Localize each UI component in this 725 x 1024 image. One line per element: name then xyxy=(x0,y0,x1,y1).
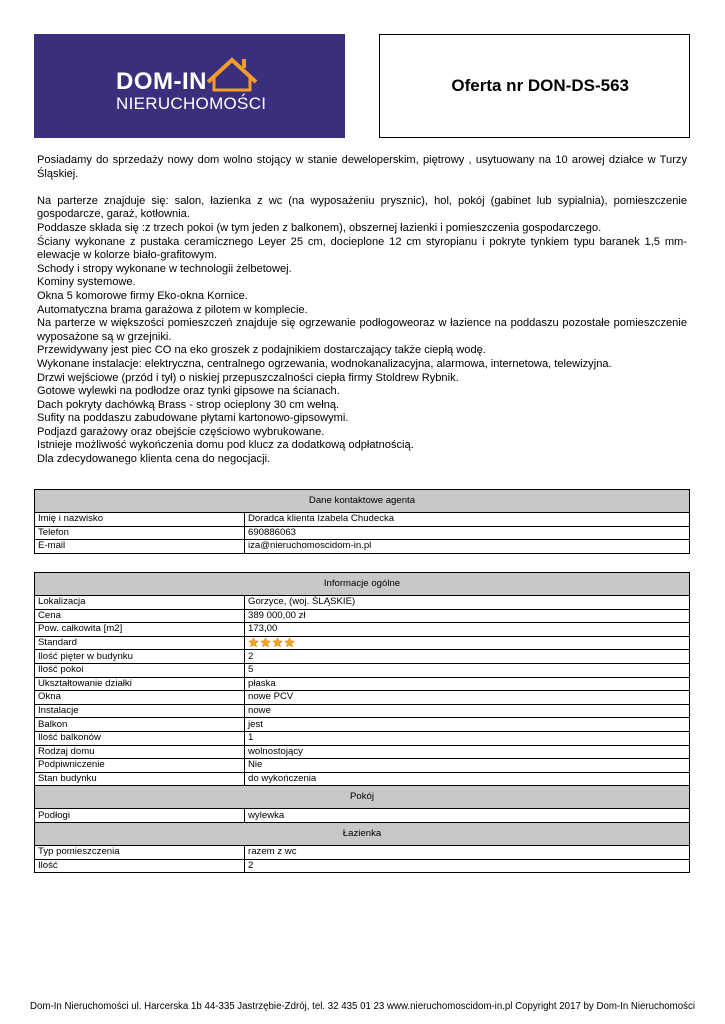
description-paragraph: Kominy systemowe. xyxy=(37,276,136,289)
description-paragraph: Gotowe wylewki na podłodze oraz tynki gipsowe na ścianach. xyxy=(37,385,340,398)
description-paragraph: Na parterze znajduje się: salon, łazienka z wc (na wyposażeniu prysznic), hol, pokój (gabinet lub sypialnia), pomieszczenie gospodarcze, garaż, kotłownia. xyxy=(37,194,687,221)
row-label: Cena xyxy=(35,609,245,623)
description-paragraph: Dach pokryty dachówką Brass - strop ocieplony 30 cm wełną. xyxy=(37,398,340,411)
row-label: Okna xyxy=(35,691,245,705)
row-label: Podpiwniczenie xyxy=(35,759,245,773)
row-label: Pow. całkowita [m2] xyxy=(35,623,245,637)
row-value: razem z wc xyxy=(245,845,690,859)
description-paragraph: Istnieje możliwość wykończenia domu pod klucz za dodatkową odpłatnością. xyxy=(37,439,414,452)
contact-table-header: Dane kontaktowe agenta xyxy=(35,490,690,513)
house-roof-icon xyxy=(204,52,264,92)
description-paragraph: Posiadamy do sprzedaży nowy dom wolno stojący w stanie deweloperskim, piętrowy , usytuowany na 10 arowej działce w Turzy Śląskiej. xyxy=(37,154,687,180)
table-row xyxy=(35,718,690,732)
row-value: wylewka xyxy=(245,809,690,823)
row-label: Stan budynku xyxy=(35,772,245,786)
row-label: Rodzaj domu xyxy=(35,745,245,759)
row-label: Standard xyxy=(35,636,245,650)
page-footer: Dom-In Nieruchomości ul. Harcerska 1b 44-335 Jastrzębie-Zdrój, tel. 32 435 01 23 www.nieruchomoscidom-in.pl Copyright 2017 by Dom-In Nieruchomości xyxy=(30,1001,695,1012)
standard-stars xyxy=(248,637,295,648)
description-paragraph: Sufity na poddaszu zabudowane płytami kartonowo-gipsowymi. xyxy=(37,412,349,425)
table-row xyxy=(35,596,690,610)
table-row xyxy=(35,650,690,664)
star-icon xyxy=(284,637,295,648)
row-label: Ukształtowanie działki xyxy=(35,677,245,691)
table-row xyxy=(35,859,690,873)
row-value: wolnostojący xyxy=(245,745,690,759)
row-label: Ilość pokoi xyxy=(35,663,245,677)
row-value: 389 000,00 zł xyxy=(245,609,690,623)
row-label: Typ pomieszczenia xyxy=(35,845,245,859)
row-value: do wykończenia xyxy=(245,772,690,786)
table-row xyxy=(35,691,690,705)
table-row xyxy=(35,623,690,637)
row-value: Nie xyxy=(245,759,690,773)
row-value: płaska xyxy=(245,677,690,691)
row-value xyxy=(245,636,690,650)
row-label: Lokalizacja xyxy=(35,596,245,610)
table-row xyxy=(35,809,690,823)
offer-number-box xyxy=(379,34,690,138)
company-logo xyxy=(34,34,345,138)
row-value: iza@nieruchomoscidom-in.pl xyxy=(245,540,690,554)
table-row xyxy=(35,540,690,554)
table-row xyxy=(35,845,690,859)
description-paragraph: Okna 5 komorowe firmy Eko-okna Kornice. xyxy=(37,289,248,302)
row-label: Ilość pięter w budynku xyxy=(35,650,245,664)
general-info-table xyxy=(34,572,690,873)
table-row xyxy=(35,609,690,623)
description-paragraph: Podjazd garażowy oraz obejście częściowo wybrukowane. xyxy=(37,425,325,438)
section-header: Pokój xyxy=(35,786,690,809)
table-row xyxy=(35,745,690,759)
row-value: 2 xyxy=(245,859,690,873)
row-value: 2 xyxy=(245,650,690,664)
description-paragraph: Przewidywany jest piec CO na eko groszek z podajnikiem dostarczający także ciepłą wodę. xyxy=(37,344,486,357)
table-row xyxy=(35,731,690,745)
logo-main-text: DOM-IN xyxy=(116,68,207,95)
table-row xyxy=(35,663,690,677)
row-label: Balkon xyxy=(35,718,245,732)
table-row xyxy=(35,677,690,691)
description-paragraph: Poddasze składa się :z trzech pokoi (w tym jeden z balkonem), obszernej łazienki i pomieszczenia gospodarczego. xyxy=(37,221,602,234)
description-paragraph: Drzwi wejściowe (przód i tył) o niskiej przepuszczalności ciepła firmy Stoldrew Rybnik. xyxy=(37,371,459,384)
table-row xyxy=(35,759,690,773)
row-value: 690886063 xyxy=(245,526,690,540)
description-paragraph: Automatyczna brama garażowa z pilotem w komplecie. xyxy=(37,303,308,316)
table-row xyxy=(35,772,690,786)
row-value: jest xyxy=(245,718,690,732)
description-paragraph: Schody i stropy wykonane w technologii żelbetowej. xyxy=(37,262,292,275)
info-table-header: Informacje ogólne xyxy=(35,573,690,596)
description-paragraph: Na parterze w większości pomieszczeń znajduje się ogrzewanie podłogoweoraz w łazience na poddaszu pozostałe pomieszczenie wyposażone są w grzejniki. xyxy=(37,317,687,343)
description-paragraph: Wykonane instalacje: elektryczna, centralnego ogrzewania, wodnokanalizacyjna, alarmowa, internetowa, telewizyjna. xyxy=(37,357,612,370)
row-label: Instalacje xyxy=(35,704,245,718)
row-value: 173,00 xyxy=(245,623,690,637)
table-row xyxy=(35,526,690,540)
table-row xyxy=(35,704,690,718)
logo-sub-text: NIERUCHOMOŚCI xyxy=(116,94,267,113)
description-paragraph: Ściany wykonane z pustaka ceramicznego Leyer 25 cm, docieplone 12 cm styropianu i pokryte tynkiem typu baranek 1,5 mm- elewacje w kolorze biało-grafitowym. xyxy=(37,235,687,262)
row-label: Podłogi xyxy=(35,809,245,823)
agent-contact-table xyxy=(34,489,690,554)
table-row xyxy=(35,636,690,650)
row-label: Imię i nazwisko xyxy=(35,513,245,527)
description-paragraph: Dla zdecydowanego klienta cena do negocjacji. xyxy=(37,453,271,466)
row-label: Telefon xyxy=(35,526,245,540)
row-value: Doradca klienta Izabela Chudecka xyxy=(245,513,690,527)
section-header: Łazienka xyxy=(35,822,690,845)
row-value: Gorzyce, (woj. ŚLĄSKIE) xyxy=(245,596,690,610)
row-value: 1 xyxy=(245,731,690,745)
offer-title: Oferta nr DON-DS-563 xyxy=(451,76,629,95)
row-label: Ilość balkonów xyxy=(35,731,245,745)
star-icon xyxy=(260,637,271,648)
row-label: Ilość xyxy=(35,859,245,873)
row-value: nowe xyxy=(245,704,690,718)
table-row xyxy=(35,513,690,527)
star-icon xyxy=(272,637,283,648)
row-value: 5 xyxy=(245,663,690,677)
paragraph-gap xyxy=(37,181,687,195)
row-value: nowe PCV xyxy=(245,691,690,705)
star-icon xyxy=(248,637,259,648)
property-description xyxy=(37,154,687,467)
row-label: E-mail xyxy=(35,540,245,554)
